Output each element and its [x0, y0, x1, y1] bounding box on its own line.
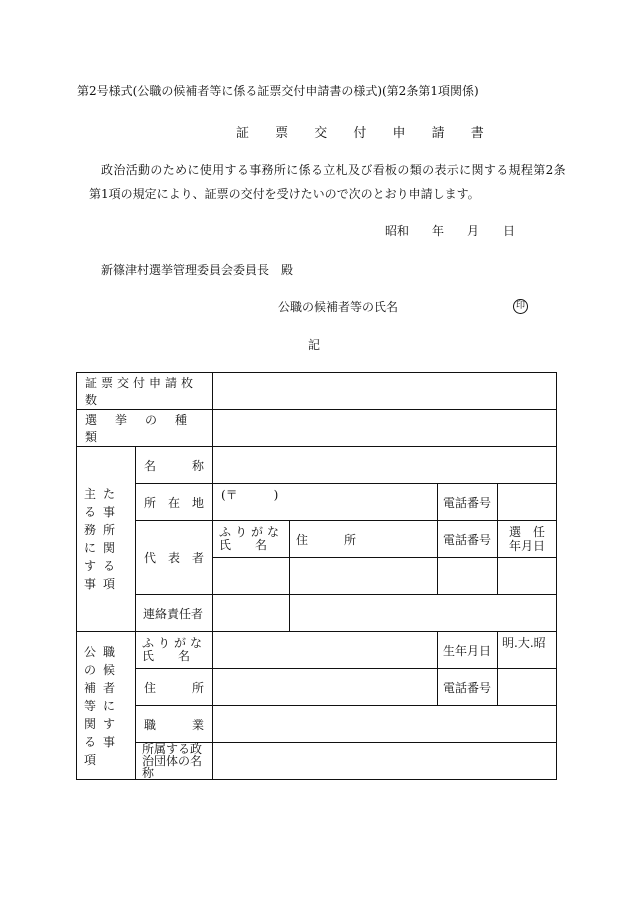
candidate-phone-field[interactable] [498, 669, 557, 706]
label-application-count: 証票交付申請枚数 [85, 376, 198, 407]
application-count-field[interactable] [213, 373, 557, 410]
intro-line-2: 第1項の規定により、証票の交付を受けたいので次のとおり申請します。 [89, 187, 480, 201]
office-name-field[interactable] [213, 447, 557, 484]
contact-detail-field[interactable] [290, 595, 557, 632]
label-contact-person: 連絡責任者 [143, 606, 204, 621]
label-candidate-furigana-name: ふりがな 氏 名 [142, 636, 207, 663]
label-candidate-phone: 電話番号 [443, 680, 492, 695]
candidate-address-field[interactable] [213, 669, 438, 706]
contact-name-field[interactable] [213, 595, 290, 632]
document-title: 証 票 交 付 申 請 書 [236, 126, 495, 141]
ki-heading: 記 [308, 338, 321, 352]
postal-code-field[interactable]: (〒 ) [221, 488, 279, 502]
label-candidate-group: 公職の候補者等に関する事項 [84, 644, 123, 767]
office-phone-field[interactable] [498, 484, 557, 521]
label-rep-address: 住 所 [296, 532, 357, 547]
date-year: 年 [432, 224, 445, 238]
birthdate-era-options[interactable]: 明.大.昭 [502, 636, 546, 650]
date-era: 昭和 [385, 224, 410, 238]
label-appointed-date: 選 任 年月日 [508, 525, 545, 553]
application-table [76, 372, 557, 780]
seal-mark: 印 [513, 299, 528, 314]
rep-phone-field[interactable] [438, 558, 498, 595]
label-office-group: 主たる事務所に関する事項 [84, 487, 123, 591]
label-birthdate: 生年月日 [443, 643, 492, 658]
label-occupation: 職 業 [144, 717, 205, 732]
intro-line-1: 政治活動のために使用する事務所に係る立札及び看板の類の表示に関する規程第2条 [101, 163, 566, 177]
label-rep-furigana-name: ふりがな 氏 名 [219, 525, 284, 552]
label-political-group: 所属する政 治団体の名 称 [142, 742, 203, 780]
date-day: 日 [503, 224, 516, 238]
form-header: 第2号様式(公職の候補者等に係る証票交付申請書の様式)(第2条第1項関係) [77, 84, 479, 98]
occupation-field[interactable] [213, 706, 557, 743]
label-rep-phone: 電話番号 [443, 532, 492, 547]
candidate-name-field[interactable] [213, 632, 438, 669]
label-election-type: 選 挙 の 種 類 [85, 413, 206, 444]
rep-appointed-date-field[interactable] [498, 558, 557, 595]
label-office-name: 名 称 [144, 458, 205, 473]
date-month: 月 [467, 224, 480, 238]
rep-address-field[interactable] [290, 558, 438, 595]
political-group-field[interactable] [213, 743, 557, 780]
addressee: 新篠津村選挙管理委員会委員長 殿 [101, 263, 294, 277]
election-type-field[interactable] [213, 410, 557, 447]
label-office-phone: 電話番号 [443, 495, 492, 510]
applicant-name-label: 公職の候補者等の氏名 [278, 300, 399, 314]
label-candidate-address: 住 所 [144, 680, 205, 695]
label-office-location: 所 在 地 [144, 495, 205, 510]
label-representative: 代 表 者 [144, 551, 205, 565]
rep-name-field[interactable] [213, 558, 290, 595]
